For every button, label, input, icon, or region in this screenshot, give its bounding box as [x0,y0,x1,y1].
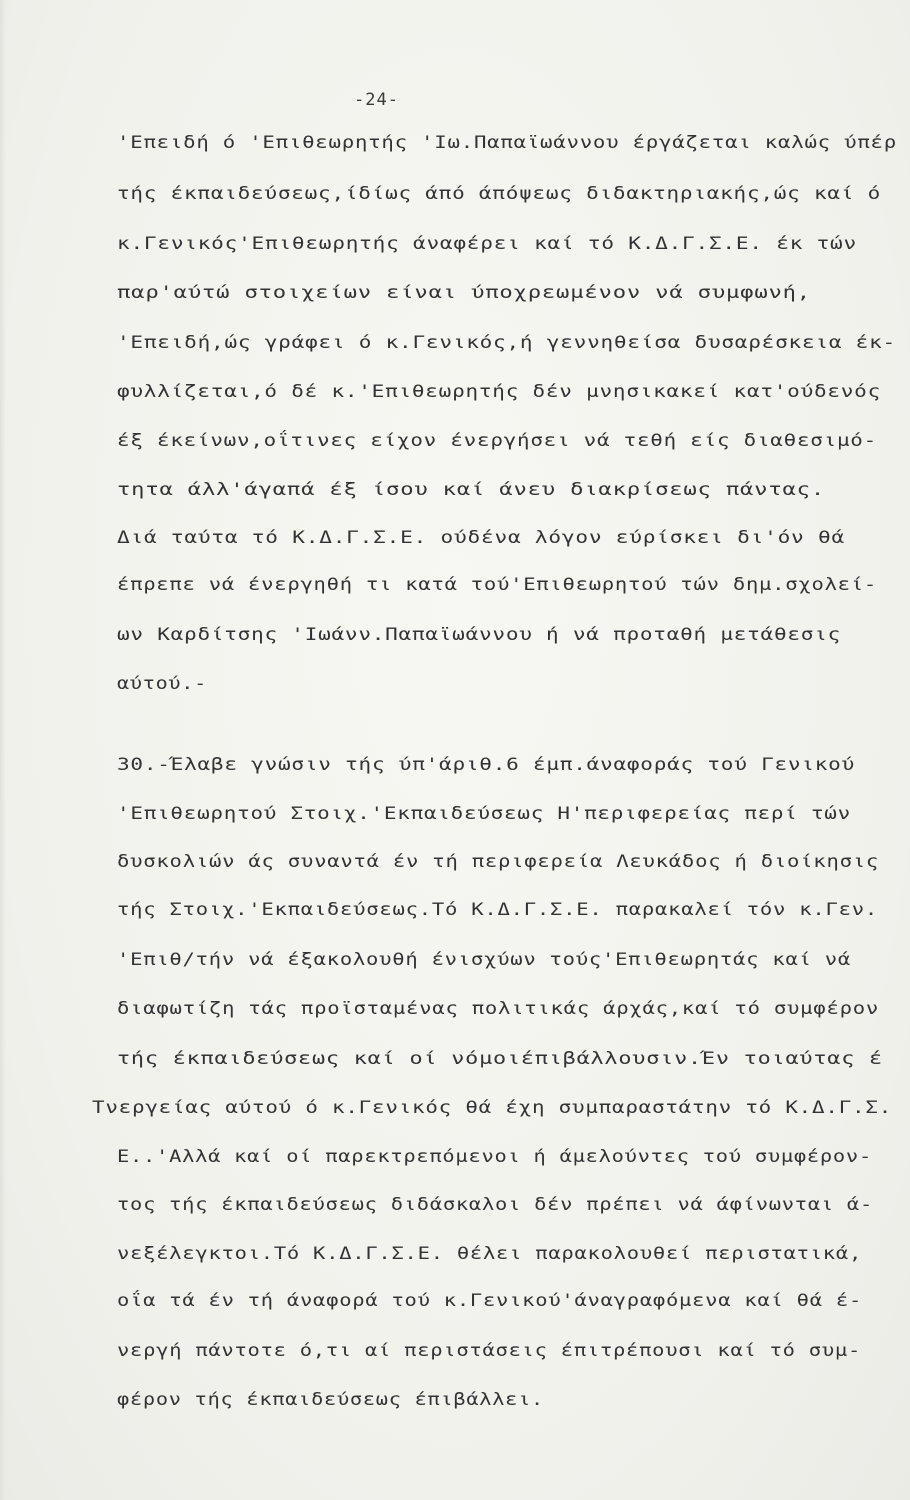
text-line: τητα άλλ'άγαπά έξ ίσου καί άνευ διακρίσεως πάντας. [117,480,825,499]
text-line: 30.-Έλαβε γνώσιν τής ύπ'άριθ.6 έμπ.άναφοράς τού Γενικού [117,755,856,774]
text-line: ων Καρδίτσης 'Ιωάνν.Παπαϊωάννου ή νά προταθή μετάθεσις [117,625,842,644]
text-line: Τνεργείας αύτού ό κ.Γενικός θά έχη συμπαραστάτην τό Κ.Δ.Γ.Σ. [92,1098,893,1117]
text-line: τής Στοιχ.'Εκπαιδεύσεως.Τό Κ.Δ.Γ.Σ.Ε. παρακαλεί τόν κ.Γεν. [117,900,879,919]
text-line: τής έκπαιδεύσεως καί οί νόμοιέπιβάλλουσιν.Έν τοιαύτας έ [117,1049,883,1068]
page-number: -24- [354,90,399,110]
text-line: νεξέλεγκτοι.Τό Κ.Δ.Γ.Σ.Ε. θέλει παρακολουθεί περιστατικά, [117,1244,863,1263]
text-line: 'Επιθ/τήν νά έξακολουθή ένισχύων τούς'Επιθεωρητάς καί νά [117,950,852,969]
text-line: κ.Γενικός'Επιθεωρητής άναφέρει καί τό Κ.Δ.Γ.Σ.Ε. έκ τών [117,234,857,253]
text-line: φυλλίζεται,ό δέ κ.'Επιθεωρητής δέν μνησικακεί κατ'ούδενός [117,382,881,401]
text-line: έπρεπε νά ένεργηθή τι κατά τού'Επιθεωρητού τών δημ.σχολεί- [117,575,877,594]
scan-edge-shadow [0,0,6,1500]
text-line: αύτού.- [117,674,207,693]
text-line: τής έκπαιδεύσεως,ίδίως άπό άπόψεως διδακτηριακής,ώς καί ό [117,184,881,203]
text-line: διαφωτίζη τάς προϊσταμένας πολιτικάς άρχάς,καί τό συμφέρον [117,999,880,1018]
text-line: δυσκολιών άς συναντά έν τή περιφερεία Λευκάδος ή διοίκησις [117,852,880,871]
text-line: Ε..'Αλλά καί οί παρεκτρεπόμενοι ή άμελούντες τού συμφέρον- [117,1147,872,1166]
text-line: παρ'αύτώ στοιχείων είναι ύποχρεωμένον νά συμφωνή, [117,283,811,302]
text-line: φέρον τής έκπαιδεύσεως έπιβάλλει. [117,1390,544,1409]
text-line: νεργή πάντοτε ό,τι αί περιστάσεις έπιτρέπουσι καί τό συμ- [117,1341,862,1360]
text-line: οΐα τά έν τή άναφορά τού κ.Γενικού'άναγραφόμενα καί θά έ- [117,1291,863,1310]
text-line: 'Επειδή,ώς γράφει ό κ.Γενικός,ή γεννηθείσα δυσαρέσκεια έκ- [117,333,896,352]
text-line: τος τής έκπαιδεύσεως διδάσκαλοι δέν πρέπει νά άφίνωνται ά- [117,1195,874,1214]
text-line: 'Επιθεωρητού Στοιχ.'Εκπαιδεύσεως Η'περιφερείας περί τών [117,804,852,823]
text-line: Διά ταύτα τό Κ.Δ.Γ.Σ.Ε. ούδένα λόγον εύρίσκει δι'όν θά [117,528,845,547]
text-line: έξ έκείνων,οΐτινες είχον ένεργήσει νά τεθή είς διαθεσιμό- [117,431,877,450]
text-line: 'Επειδή ό 'Επιθεωρητής 'Ιω.Παπαϊωάννου έργάζεται καλώς ύπέρ [117,133,897,152]
